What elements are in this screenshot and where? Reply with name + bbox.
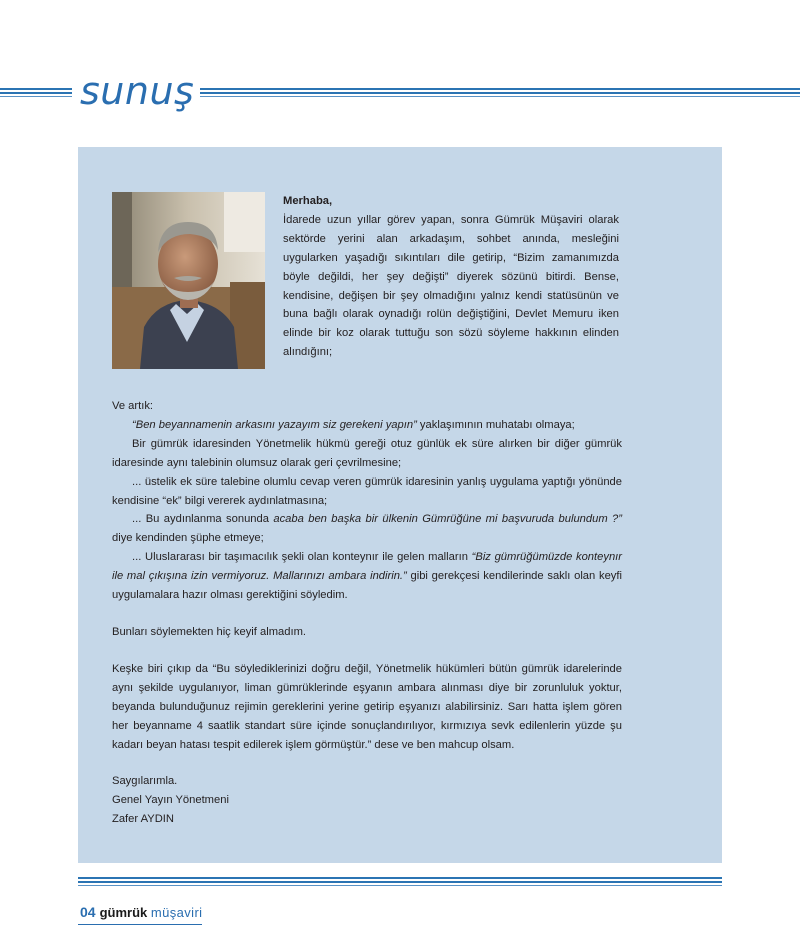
- portrait-image: [112, 192, 265, 369]
- footer-rule: [78, 877, 722, 888]
- paragraph-5-rest: gibi gerekçesi kendilerinde saklı olan keyfi uygulamalara hazır olması gerektiğini söyledim.: [112, 570, 622, 602]
- paragraph-7: Keşke biri çıkıp da “Bu söylediklerinizi doğru değil, Yönetmelik hükümleri bütün gümrük idarelerinde aynı şekilde uygulanıyor, liman gümrüklerinde eşyanın ambara alınması diye bir zorunluluk yoktur, beyanda bulunduğunuz rejimin gereklerini yerine getirip eşyanızı alabilirsiniz. Sarı hatta işlem gören her beyanname 4 saatlik standart süre içinde sonuçlandırılıyor, kırmızıya sevk edilenlerin yüzde şu kadarı beyan hatası tespit edilerek işlem görmüştür.” dese ve ben mahcup olsam.: [112, 662, 622, 751]
- paragraph-4-quote: acaba ben başka bir ülkenin Gümrüğüne mi başvuruda bulundum ?”: [273, 513, 622, 526]
- intro-paragraph: İdarede uzun yıllar görev yapan, sonra Gümrük Müşaviri olarak sektörde yerini alan arkadaşım, sohbet anında, mesleğini uygularken yaşadığı sıkıntıları dile getirip, “Bizim zamanımızda böyle değildi, her şey değişti” diyerek sözünü bitirdi. Bense, kendisine, değişen bir şey olmadığını yalnız kendi statüsünün ve buna bağlı olarak oynadığı rolün değiştiğini, Devlet Memuru iken elinde bir koz olarak tuttuğu son sözü söyleme hakkının elinden alındığını;: [283, 213, 619, 359]
- author-role: Genel Yayın Yönetmeni: [112, 794, 229, 807]
- body-text-block: [112, 397, 622, 829]
- intro-text-block: [283, 192, 619, 362]
- paragraph-4-rest: diye kendinden şüphe etmeye;: [112, 532, 264, 545]
- greeting: Merhaba,: [283, 195, 333, 207]
- header-rule-right: [188, 88, 800, 99]
- page-number: 04: [80, 904, 96, 920]
- paragraph-5-pre: ... Uluslararası bir taşımacılık şekli olan konteynır ile gelen malların: [132, 551, 472, 564]
- paragraph-4-pre: ... Bu aydınlanma sonunda: [132, 513, 274, 526]
- paragraph-3: ... üstelik ek süre talebine olumlu cevap veren gümrük idaresinin yanlış uygulama yaptığı yönünde kendisine “ek” bilgi vererek aydınlatmasına;: [112, 475, 622, 507]
- lead-line: Ve artık:: [112, 400, 154, 412]
- author-photo: [112, 192, 265, 369]
- paragraph-4: [112, 510, 622, 548]
- page-footer: [80, 905, 202, 919]
- paragraph-1-quote: “Ben beyannamenin arkasını yazayım siz gerekeni yapın”: [132, 418, 417, 431]
- header-rule-left: [0, 88, 72, 99]
- paragraph-5: [112, 548, 622, 605]
- closing: Saygılarımla.: [112, 775, 178, 788]
- magazine-name-light: müşaviri: [150, 905, 203, 920]
- paragraph-5-quote: “Biz gümrüğümüzde konteynır ile mal çıkışına izin vermiyoruz. Mallarınızı ambara indirin.”: [112, 551, 623, 583]
- author-name: Zafer AYDIN: [112, 813, 174, 826]
- footer-underline: [78, 924, 202, 925]
- paragraph-1-rest: yaklaşımının muhatabı olmaya;: [416, 418, 575, 431]
- paragraph-1: [112, 416, 622, 435]
- paragraph-6: Bunları söylemekten hiç keyif almadım.: [112, 625, 306, 638]
- section-title: sunuş: [74, 72, 200, 110]
- paragraph-2: Bir gümrük idaresinden Yönetmelik hükmü gereği otuz günlük ek süre alırken bir diğer gümrük idaresinde aynı talebinin olumsuz olarak geri çevrilmesine;: [112, 437, 622, 469]
- magazine-name-bold: gümrük: [99, 905, 148, 920]
